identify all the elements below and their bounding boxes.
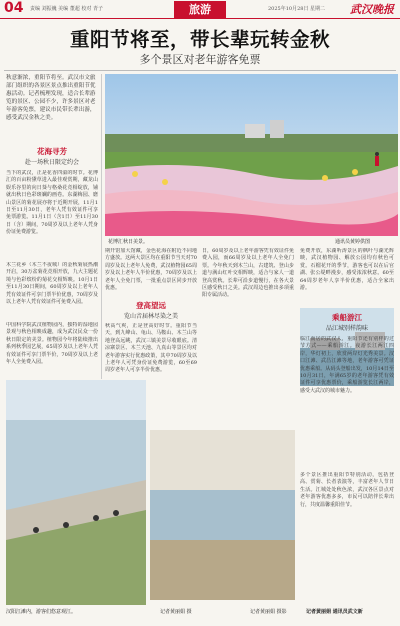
column3-text: 中国科学院武汉植物园内，独特的湿地园景观与秋色相映成趣，成为武汉民众一份秋日限定的美景。植物园今年将陆续推出系列秋季园艺展，65周岁及以上老年人凭有效证件可享门票半价，70周岁及以上老年人全免费入园。 xyxy=(6,322,98,366)
subheadline: 多个景区对老年游客免票 xyxy=(139,53,261,66)
column2-text: 木兰花乡（木兰不夜城）的金秋菊展热潮开启，30万盆菊花竞相开放，九大主题花境与色彩缤纷的菊花交相辉映。10月1日至11月30日期间，60周岁及以上老年人凭有效证件可享门票半价优惠，70周岁及以上老年人凭有效证件可免费入园。 xyxy=(6,262,98,306)
column4-text: 期开馆加大馆藏，金色花海在附近不同地方盛放。这两大景区均在重阳节当天对70周岁及以上老年人免费，武汉植物园65周岁及以上老年人半价优惠，70周岁及以上老年人全免门票，一批重点景区同步开放优惠。 xyxy=(105,248,197,292)
column8-text: 临江而居的武汉人，重阳节还有别样的过节方式——乘船游江。夜游长江两江四岸，华灯初上，欣赏两岸灯光秀美景。汉口江滩、武昌江滩等地，老年游客可凭证优惠乘船。从码头登船出发，10月14日至10月31日，年满65岁的老年游客凭有效证件可享优惠票价，乘船游览长江两岸，感受大武汉的城市魅力。 xyxy=(300,336,394,394)
section1-subtitle: 赴一场秋日限定约会 xyxy=(24,159,79,166)
newspaper-logo: 武汉晚报 xyxy=(350,3,394,16)
headline: 重阳节将至，带长辈玩转金秋 xyxy=(69,28,330,51)
lead-paragraph: 秋意渐浓，重阳节将至。武汉市文旅部门组织的各景区景点推出重阳节优惠活动。记者梳理发现，适合长辈游览的景区、公园不少，许多景区对老年游客免票，建议市民带长辈出游，感受武汉金秋之美。 xyxy=(6,75,96,121)
photo2-credit: 记者黄丽娟 摄 xyxy=(160,609,192,615)
riverside-photo xyxy=(6,380,146,605)
editor-credits: 责编 刘振巍 美编 董超 校对 青子 xyxy=(30,6,103,12)
section3-subtitle: 品江城别样韵味 xyxy=(325,325,368,332)
column6-text: 日，60周岁及以上老年游客凭有效证件免费入园，而66周岁及以上老年人全免门票。今年秋天到木兰山，古建筑、登山步道与满山红叶交相辉映，适合与家人一道登高赏秋。长辈可沿步道慢行，在各大景区感受秋日之美。武汉周边也推出多项重阳专属活动。 xyxy=(202,248,294,299)
page-header xyxy=(0,0,400,19)
issue-date: 2025年10月28日 星期二 xyxy=(268,6,326,12)
column1-text: 当下的武汉，正是花香四溢的时节。花博汇的百亩粉黛草进入最佳观赏期，藏龙山娱乐谷里的向日葵与格桑花竞相绽放，铺就出秋日色彩斑斓的画卷。东湖梅园、磨山景区的菊花展亦将于近期开展，11月1日至11月30日，老年人凭有效证件可享免票游览。11月1日（含1日）至11月30日（含）期间，70周岁及以上老年人凭身份证免费游览。 xyxy=(6,170,98,236)
waterfront-photo xyxy=(150,430,295,600)
page-number: 04 xyxy=(4,0,24,16)
section-tag: 旅游 xyxy=(174,1,226,18)
column9-text: 多个景区推出重阳节特别活动，包括登高、赏菊、长者表演等，丰富老年人节日生活。江城处处秋色浓，武汉各区景点对老年游客优惠多多，市民可以陪伴长辈出行，共度温馨重阳佳节。 xyxy=(300,472,394,508)
photo2-caption: 汉阳江滩内，游客们悠意观江。 xyxy=(6,609,77,615)
section1-title: 花海寻芳 xyxy=(37,147,67,156)
divider xyxy=(4,70,396,71)
column7-text: 免费开放，东湖听涛景区的枫叶与湖光辉映，武汉植物园、解放公园均有秋色可赏。石榴花开的季节，游客也可以在后官湖、张公堤畔漫步，感受浓浓秋意。60至64周岁老年人享半价优惠，适合全家出游。 xyxy=(300,248,394,292)
byline: 记者黄丽娟 通讯员武文新 xyxy=(306,609,363,615)
section2-subtitle: 览山音届林尽染之美 xyxy=(123,313,178,320)
column5-text: 秋高气爽，正是登高好时节。重阳节当天，到九峰山、龟山、马鞍山、木兰山等地登高远眺，武汉三镇美景尽收眼底。清凉寨景区、木兰天池、九真山等景区均对老年游客实行优惠政策，其中70周岁及以上老年人可凭身份证免费游览，60至69周岁老年人可享半价优惠。 xyxy=(105,323,197,374)
flower-field-photo xyxy=(105,74,398,236)
section2-title: 登高望远 xyxy=(136,301,166,310)
section3-title: 乘船游江 xyxy=(332,313,362,322)
photo-credit-3: 记者黄丽娟 摄影 xyxy=(250,609,287,615)
column-rule xyxy=(101,74,102,379)
photo1-credit: 通讯员黄婷供图 xyxy=(335,239,371,245)
photo1-caption: 花博汇秋日美景。 xyxy=(108,239,149,245)
